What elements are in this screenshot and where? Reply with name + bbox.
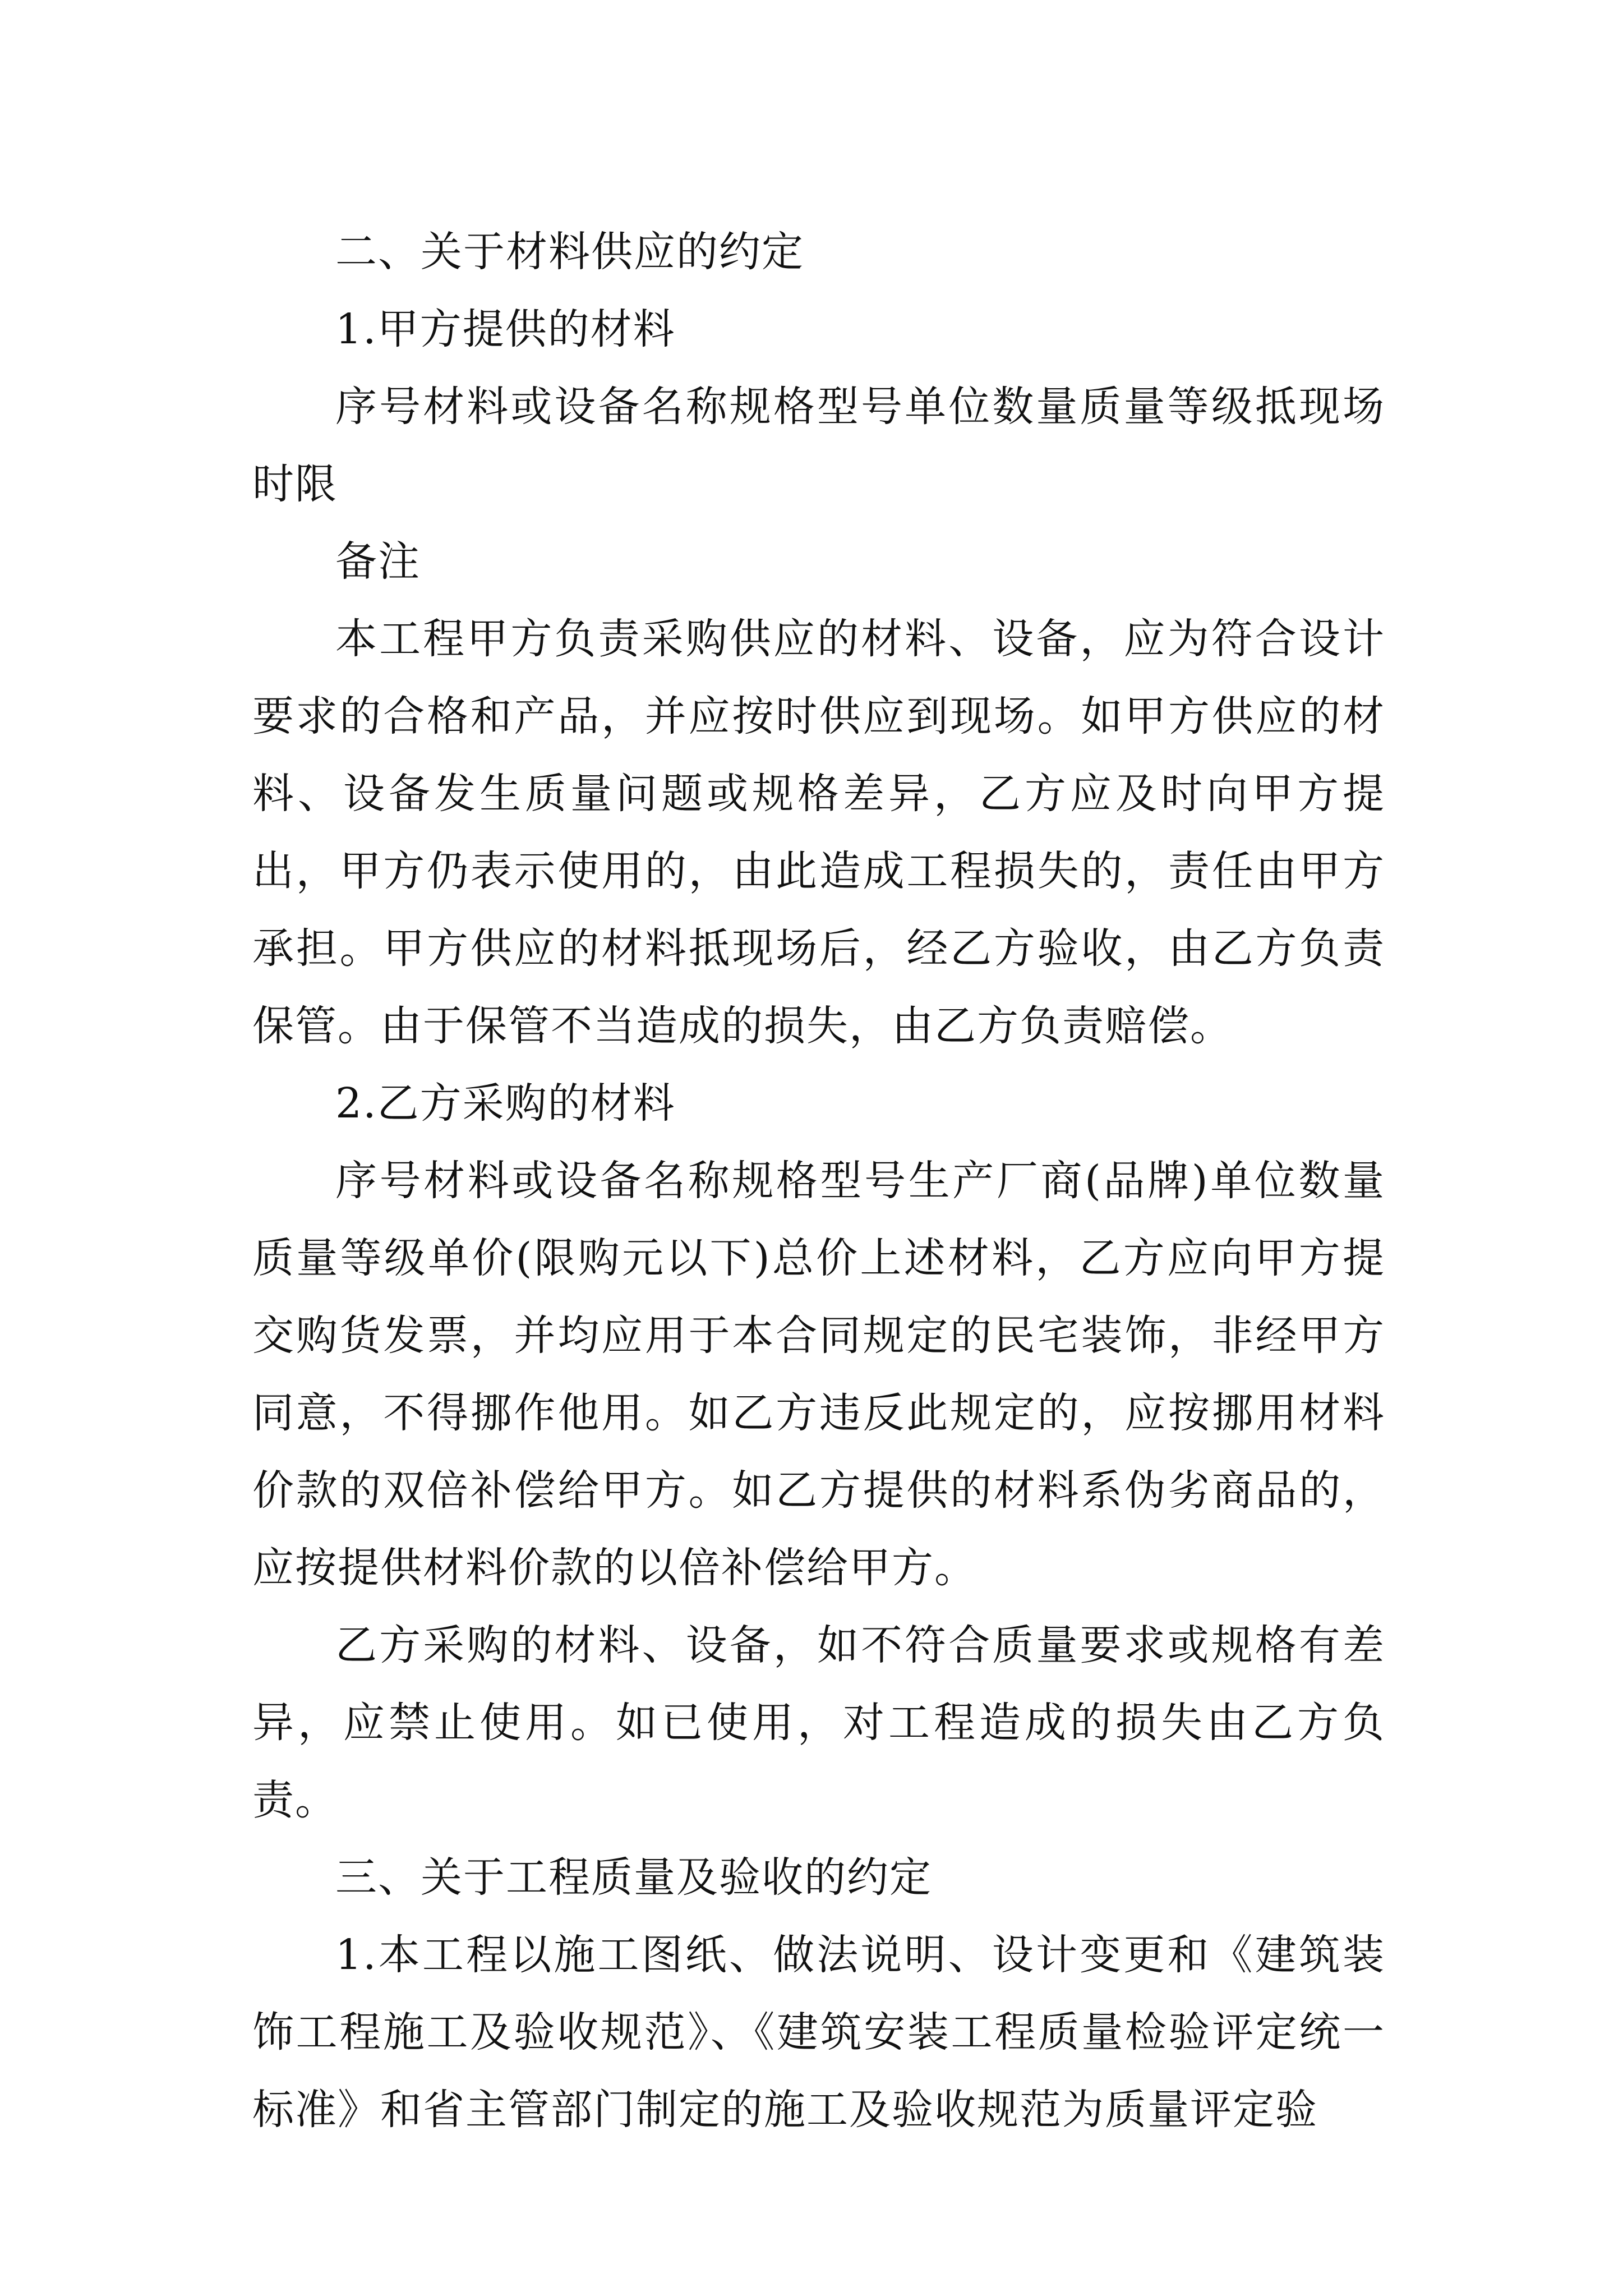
paragraph-party-a-supply: 本工程甲方负责采购供应的材料、设备，应为符合设计要求的合格和产品，并应按时供应到现场。如甲方供应的材料、设备发生质量问题或规格差异，乙方应及时向甲方提出，甲方仍表示使用的，由此造成工程损失的，责任由甲方承担。甲方供应的材料抵现场后，经乙方验收，由乙方负责保管。由于保管不当造成的损失，由乙方负责赔偿。 — [252, 615, 1385, 1050]
document-body — [252, 213, 1385, 2148]
section-heading-quality: 三、关于工程质量及验收的约定 — [335, 1853, 932, 1902]
subheading-party-b-materials: 2.乙方采购的材料 — [335, 1079, 676, 1128]
paragraph-quality-standard: 1.本工程以施工图纸、做法说明、设计变更和《建筑装饰工程施工及验收规范》、《建筑安装工程质量检验评定统一标准》和省主管部门制定的施工及验收规范为质量评定验 — [252, 1931, 1385, 2134]
paragraph-party-b-purchase: 序号材料或设备名称规格型号生产厂商(品牌)单位数量质量等级单价(限购元以下)总价上述材料，乙方应向甲方提交购货发票，并均应用于本合同规定的民宅装饰，非经甲方同意，不得挪作他用。如乙方违反此规定的，应按挪用材料价款的双倍补偿给甲方。如乙方提供的材料系伪劣商品的，应按提供材料价款的以倍补偿给甲方。 — [252, 1157, 1385, 1592]
remarks-label: 备注 — [335, 537, 421, 586]
paragraph-party-b-quality: 乙方采购的材料、设备，如不符合质量要求或规格有差异，应禁止使用。如已使用，对工程造成的损失由乙方负责。 — [252, 1621, 1385, 1824]
section-heading-materials: 二、关于材料供应的约定 — [335, 228, 804, 276]
table-header-text-a: 序号材料或设备名称规格型号单位数量质量等级抵现场时限 — [252, 383, 1385, 508]
subheading-party-a-materials: 1.甲方提供的材料 — [335, 305, 676, 353]
